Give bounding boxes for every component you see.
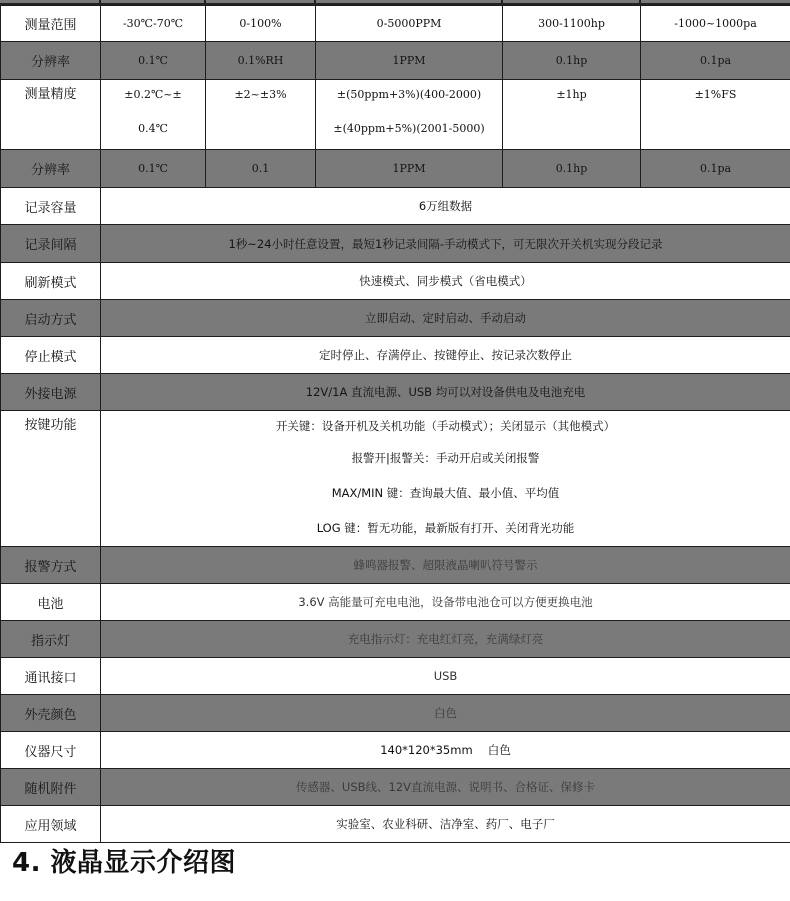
row-label: 测量范围	[1, 6, 101, 42]
line: ±1hp	[556, 88, 587, 101]
table-row-accuracy	[1, 80, 790, 150]
table-row-dimensions	[1, 732, 790, 769]
row-value: 蜂鸣器报警、超限液晶喇叭符号警示	[101, 547, 790, 584]
cell-diff-pressure: -1000~1000pa	[641, 6, 790, 42]
row-label: 应用领域	[1, 806, 101, 843]
table-row-refresh-mode	[1, 263, 790, 300]
line: ±0.2℃~±	[124, 88, 182, 101]
cell-co2: 1PPM	[316, 150, 503, 188]
row-value: 3.6V 高能量可充电电池，设备带电池仓可以方便更换电池	[101, 584, 790, 621]
table-row-external-power	[1, 374, 790, 411]
row-value: 12V/1A 直流电源、USB 均可以对设备供电及电池充电	[101, 374, 790, 411]
cell-co2: 0-5000PPM	[316, 6, 503, 42]
button-func-line: LOG 键：暂无功能，最新版有打开、关闭背光功能	[316, 521, 575, 535]
row-value: 实验室、农业科研、洁净室、药厂、电子厂	[101, 806, 790, 843]
row-label: 分辨率	[1, 42, 101, 80]
cell-humidity: 0-100%	[206, 6, 316, 42]
line: ±1%FS	[694, 88, 737, 101]
row-value: 传感器、USB线、12V直流电源、说明书、合格证、保修卡	[101, 769, 790, 806]
row-value: 定时停止、存满停止、按键停止、按记录次数停止	[101, 337, 790, 374]
cell-humidity	[206, 80, 316, 150]
cell-temp: -30℃-70℃	[101, 6, 206, 42]
table-row-resolution-1	[1, 42, 790, 80]
table-row-start-mode	[1, 300, 790, 337]
table-row-applications	[1, 806, 790, 843]
cell-pressure: 0.1hp	[503, 42, 641, 80]
line: ±(40ppm+5%)(2001-5000)	[333, 122, 485, 135]
table-row-battery	[1, 584, 790, 621]
row-label: 通讯接口	[1, 658, 101, 695]
cell-pressure	[503, 80, 641, 150]
row-label: 外壳颜色	[1, 695, 101, 732]
spec-table	[0, 5, 790, 843]
cell-pressure: 300-1100hp	[503, 6, 641, 42]
row-label: 分辨率	[1, 150, 101, 188]
cell-humidity: 0.1	[206, 150, 316, 188]
cell-co2	[316, 80, 503, 150]
table-row-record-interval	[1, 225, 790, 263]
row-value: USB	[101, 658, 790, 695]
table-row-button-functions	[1, 411, 790, 547]
row-label: 仪器尺寸	[1, 732, 101, 769]
cell-diff-pressure: 0.1pa	[641, 42, 790, 80]
table-row-indicator	[1, 621, 790, 658]
row-value: 140*120*35mm 白色	[101, 732, 790, 769]
row-label: 外接电源	[1, 374, 101, 411]
row-label: 刷新模式	[1, 263, 101, 300]
table-row-resolution-2	[1, 150, 790, 188]
row-value: 立即启动、定时启动、手动启动	[101, 300, 790, 337]
cell-co2: 1PPM	[316, 42, 503, 80]
cell-temp: 0.1℃	[101, 42, 206, 80]
table-row-range	[1, 6, 790, 42]
row-label: 随机附件	[1, 769, 101, 806]
cell-humidity: 0.1%RH	[206, 42, 316, 80]
line: ±2~±3%	[234, 88, 287, 101]
row-label: 记录容量	[1, 188, 101, 225]
row-label-text: 测量精度	[24, 87, 77, 102]
row-label: 记录间隔	[1, 225, 101, 263]
row-label: 启动方式	[1, 300, 101, 337]
line: ±(50ppm+3%)(400-2000)	[336, 88, 482, 101]
cell-diff-pressure	[641, 80, 790, 150]
table-row-accessories	[1, 769, 790, 806]
row-label-text: 按键功能	[24, 418, 77, 433]
cell-diff-pressure: 0.1pa	[641, 150, 790, 188]
cell-temp	[101, 80, 206, 150]
table-row-shell-color	[1, 695, 790, 732]
row-value	[101, 411, 790, 547]
cell-pressure: 0.1hp	[503, 150, 641, 188]
table-row-stop-mode	[1, 337, 790, 374]
table-row-record-capacity	[1, 188, 790, 225]
row-value: 白色	[101, 695, 790, 732]
row-label: 电池	[1, 584, 101, 621]
row-value: 充电指示灯：充电红灯亮，充满绿灯亮	[101, 621, 790, 658]
row-value: 1秒~24小时任意设置，最短1秒记录间隔-手动模式下，可无限次开关机实现分段记录	[101, 225, 790, 263]
row-value: 快速模式、同步模式（省电模式）	[101, 263, 790, 300]
row-label: 指示灯	[1, 621, 101, 658]
table-row-comm-interface	[1, 658, 790, 695]
button-func-line: MAX/MIN 键：查询最大值、最小值、平均值	[331, 486, 560, 500]
section-title: 4. 液晶显示介绍图	[12, 848, 237, 878]
line: 0.4℃	[138, 122, 168, 135]
button-func-line: 报警开|报警关：手动开启或关闭报警	[351, 451, 540, 465]
row-label: 报警方式	[1, 547, 101, 584]
row-label: 停止模式	[1, 337, 101, 374]
table-row-alarm-mode	[1, 547, 790, 584]
row-value: 6万组数据	[101, 188, 790, 225]
row-label	[1, 411, 101, 547]
row-label	[1, 80, 101, 150]
cell-temp: 0.1℃	[101, 150, 206, 188]
button-func-line: 开关键：设备开机及关机功能（手动模式）；关闭显示（其他模式）	[275, 419, 616, 433]
